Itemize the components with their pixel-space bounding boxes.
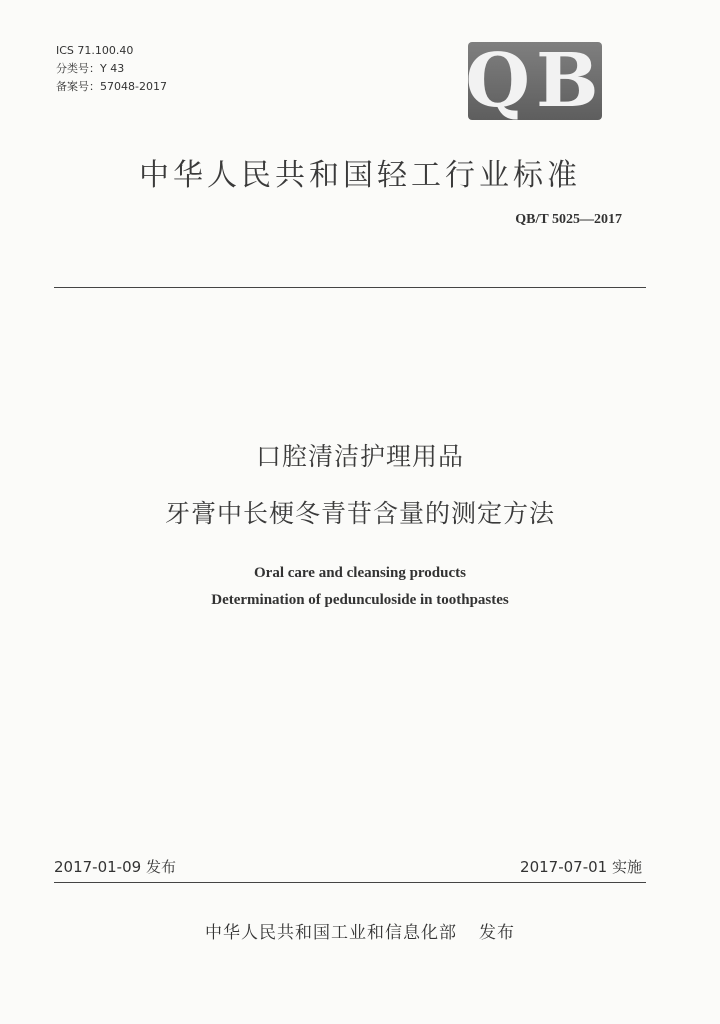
ics-code: ICS 71.100.40 (56, 44, 134, 57)
metadata-block (56, 42, 167, 96)
english-title-line-2: Determination of pedunculoside in toothpastes (211, 592, 509, 608)
classification-number: 分类号：Y 43 (56, 62, 125, 75)
top-divider (54, 287, 646, 288)
record-number: 备案号：57048-2017 (56, 80, 167, 93)
qb-logo: QB (465, 38, 605, 124)
standard-number: QB/T 5025—2017 (515, 212, 622, 227)
chinese-title-line-2: 牙膏中长梗冬青苷含量的测定方法 (164, 499, 555, 528)
issuer-line (0, 918, 720, 943)
issuer-action: 发布 (479, 923, 515, 943)
bottom-divider (54, 882, 646, 883)
english-title-line-1: Oral care and cleansing products (254, 565, 466, 581)
issuer-name: 中华人民共和国工业和信息化部 (205, 923, 457, 943)
chinese-title-line-1: 口腔清洁护理用品 (255, 442, 464, 471)
issue-date: 2017-01-09 发布 (54, 858, 176, 876)
organization-title: 中华人民共和国轻工行业标准 (139, 158, 581, 193)
implementation-date: 2017-07-01 实施 (520, 858, 642, 876)
